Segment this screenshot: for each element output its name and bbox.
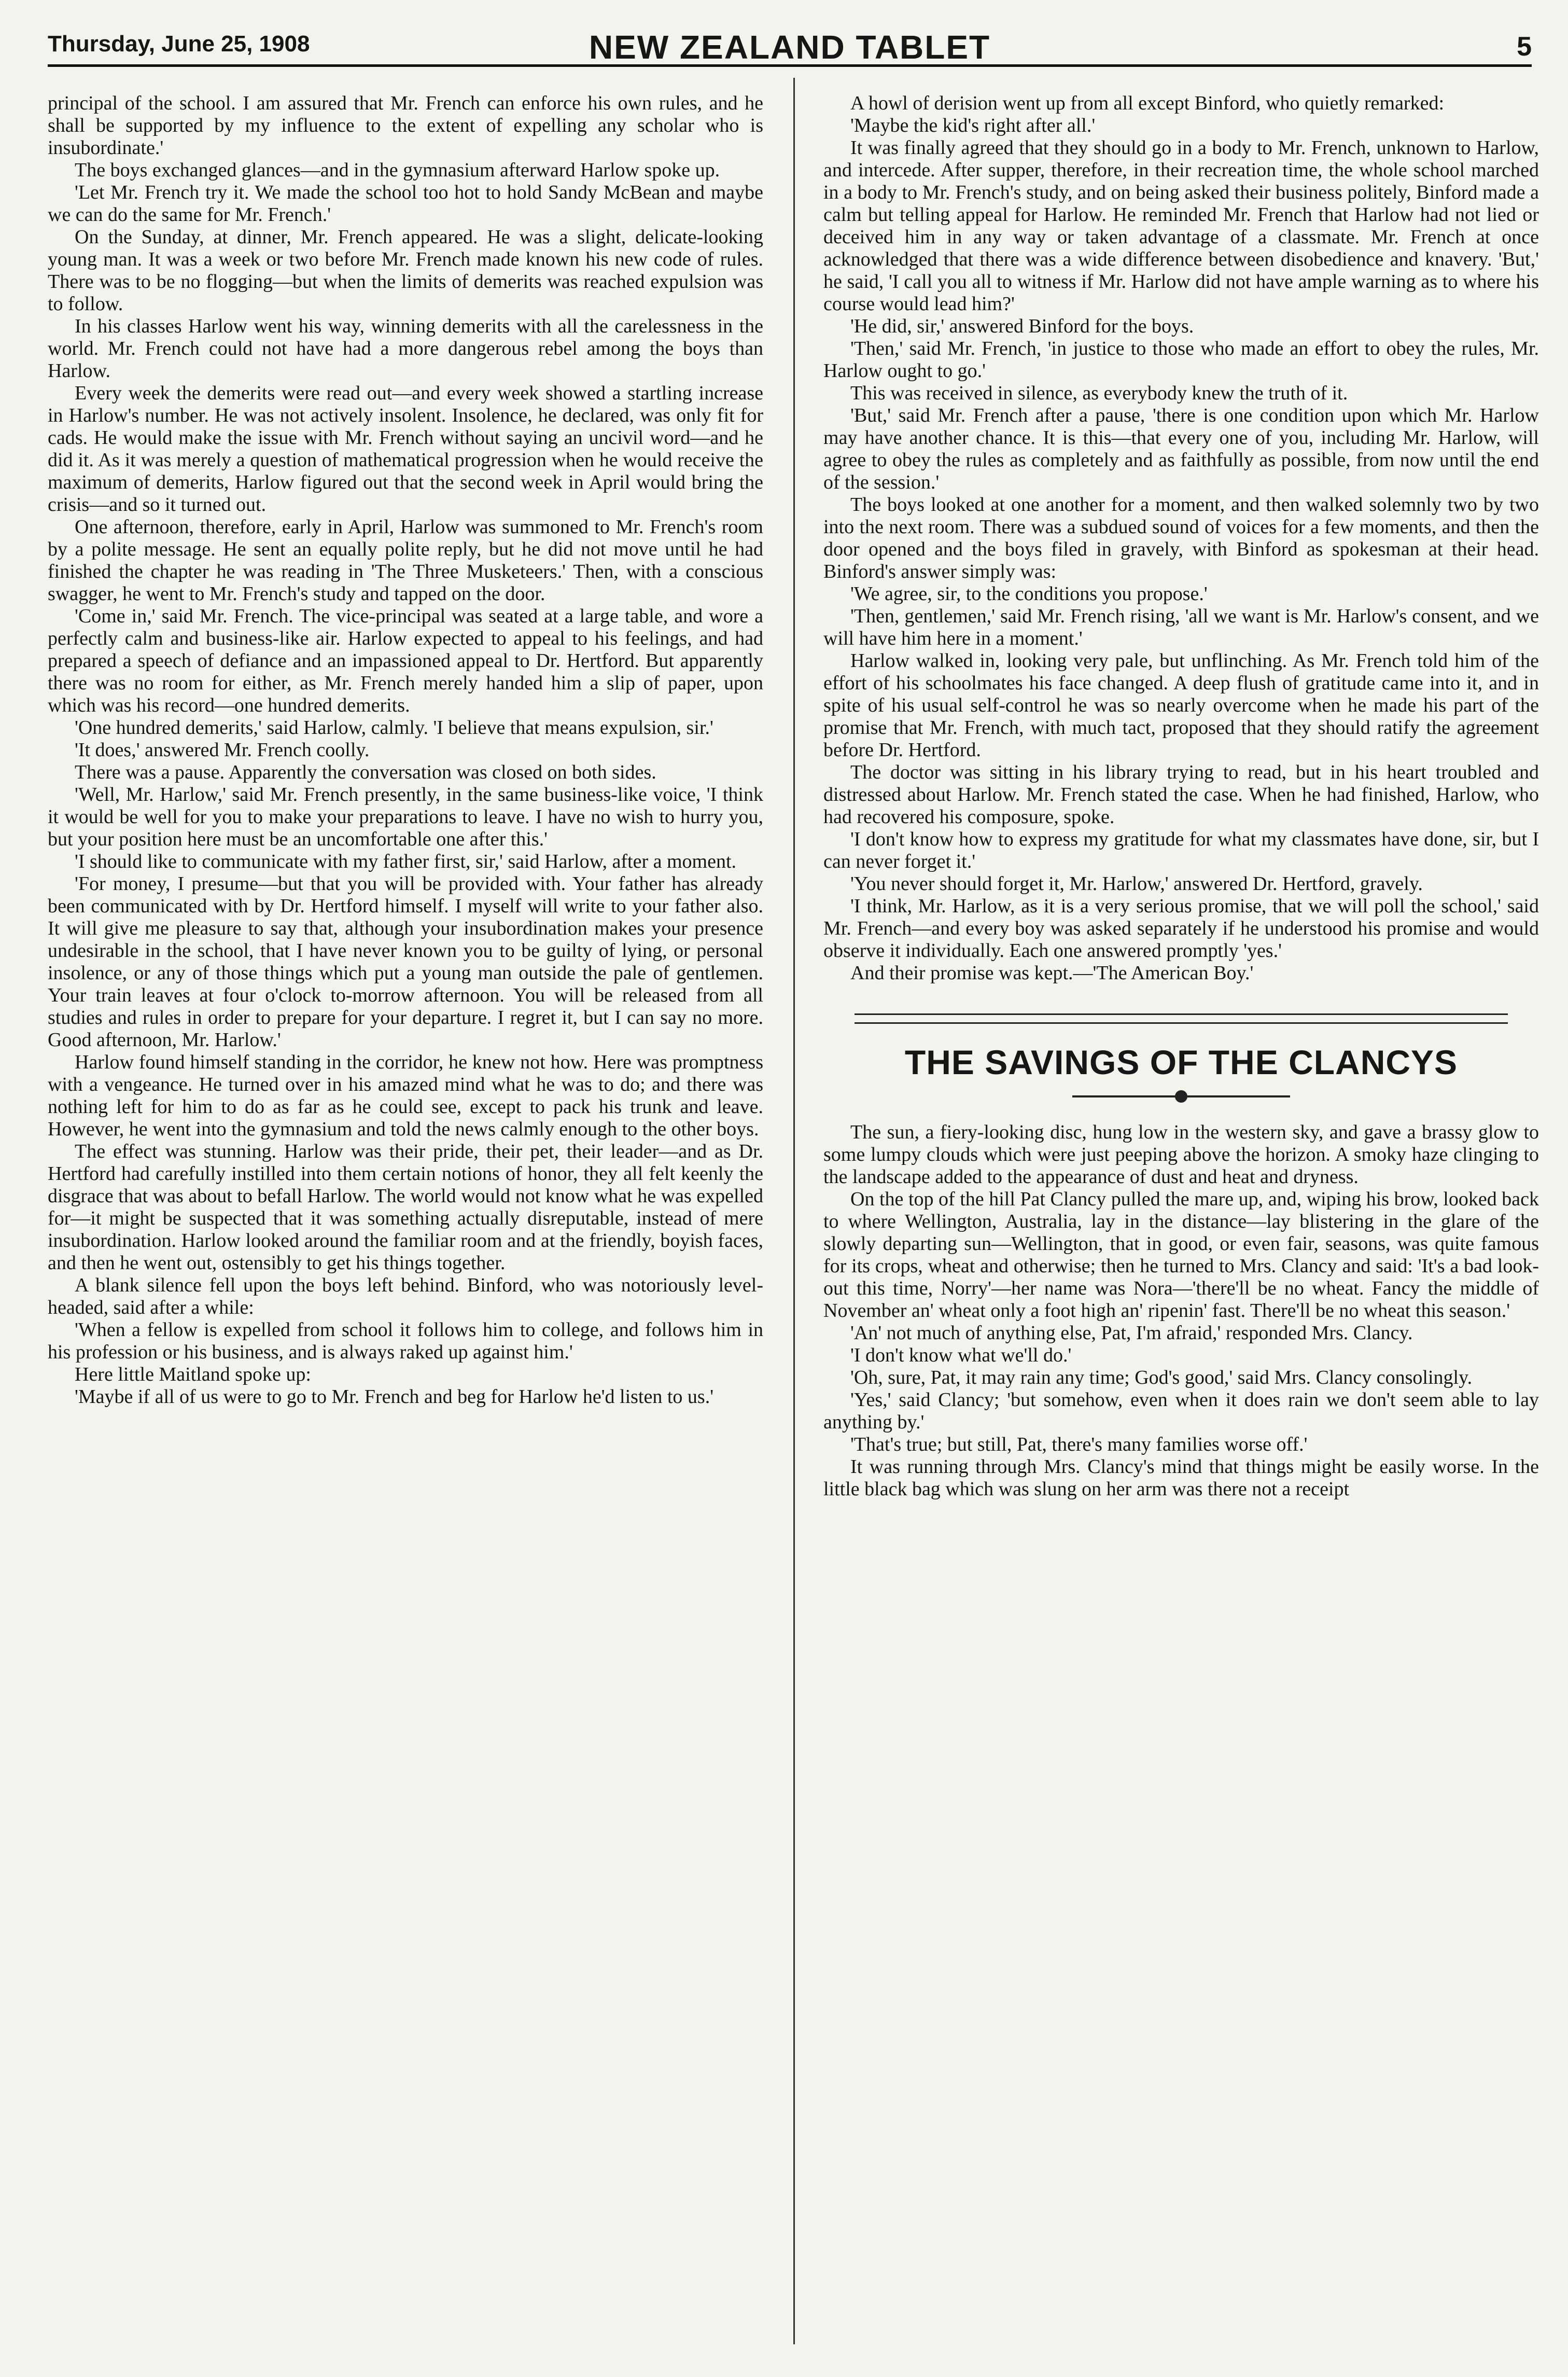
paragraph: 'For money, I presume—but that you will be provided with. Your father has already been communicated with by Dr. Hertford himself. I myself will write to your father also. It will give me pleasure to say that, although your insubordination makes your presence undesirable in the school, that I have never known you to be guilty of lying, or personal insolence, or any of those things which put a young man outside the pale of gentlemen. Your train leaves at four o'clock to-morrow afternoon. You will be released from all studies and rules in order to prepare for your departure. I regret it, but I can say no more. Good afternoon, Mr. Harlow.' xyxy=(48,873,763,1051)
paragraph: A howl of derision went up from all except Binford, who quietly remarked: xyxy=(850,92,1445,114)
paragraph: 'One hundred demerits,' said Harlow, calmly. 'I believe that means expulsion, sir.' xyxy=(75,717,713,739)
paragraph: 'I think, Mr. Harlow, as it is a very serious promise, that we will poll the school,' said Mr. French—and every boy was asked separately if he understood his promise and would observe it individually. Each one answered promptly 'yes.' xyxy=(823,895,1539,962)
column-divider xyxy=(793,78,795,2344)
paragraph: 'But,' said Mr. French after a pause, 'there is one condition upon which Mr. Harlow may have another chance. It is this—that every one of you, including Mr. Harlow, will agree to obey the rules as completely and as faithfully as possible, from now until the end of the session.' xyxy=(823,405,1539,493)
paragraph: Harlow found himself standing in the corridor, he knew not how. Here was promptness with a vengeance. He turned over in his amazed mind what he was to do; and there was nothing left for him to do as far as he could see, except to pack his trunk and leave. However, he went into the gymnasium and told the news calmly enough to the other boys. xyxy=(48,1051,763,1140)
paragraph: On the top of the hill Pat Clancy pulled the mare up, and, wiping his brow, looked back to where Wellington, Australia, lay in the distance—lay blistering in the glare of the slowly departing sun—Wellington, that in good, or even fair, seasons, was quite famous for its crops, wheat and otherwise; then he turned to Mrs. Clancy and said: 'It's a bad look-out this time, Norry'—her name was Nora—'there'll be no wheat. Fancy the middle of November an' wheat only a foot high an' ripenin' fast. There'll be no wheat this season.' xyxy=(823,1188,1539,1322)
paragraph: The boys looked at one another for a moment, and then walked solemnly two by two into the next room. There was a subdued sound of voices for a few moments, and then the door opened and the boys filed in gravely, with Binford as spokesman at their head. Binford's answer simply was: xyxy=(823,494,1539,582)
page-number: 5 xyxy=(1517,32,1532,62)
paragraph: It was finally agreed that they should go in a body to Mr. French, unknown to Harlow, and intercede. After supper, therefore, in their recreation time, the whole school marched in a body to Mr. French's study, and on being asked their business politely, Binford made a calm but telling appeal for Harlow. He reminded Mr. French that Harlow had not lied or deceived him in any way or taken advantage of a classmate. Mr. French at once acknowledged that there was a wide difference between disobedience and knavery. 'But,' he said, 'I call you all to witness if Mr. Harlow did not have ample warning as to where his course would lead him?' xyxy=(823,137,1539,315)
paragraph: 'Oh, sure, Pat, it may rain any time; God's good,' said Mrs. Clancy consolingly. xyxy=(850,1367,1473,1388)
issue-date: Thursday, June 25, 1908 xyxy=(48,31,310,57)
paragraph: And their promise was kept.—'The American Boy.' xyxy=(850,962,1254,984)
article-headline: THE SAVINGS OF THE CLANCYS xyxy=(904,1043,1458,1081)
paragraph: 'Then, gentlemen,' said Mr. French rising, 'all we want is Mr. Harlow's consent, and we will have him here in a moment.' xyxy=(823,605,1539,649)
headline-ornament xyxy=(1072,1086,1290,1107)
paragraph: There was a pause. Apparently the conversation was closed on both sides. xyxy=(75,761,656,783)
paragraph: 'Come in,' said Mr. French. The vice-principal was seated at a large table, and wore a perfectly calm and business-like air. Harlow expected to appeal to his feelings, and had prepared a speech of defiance and an impassioned appeal to Dr. Hertford. But apparently there was no room for either, as Mr. French merely handed him a slip of paper, upon which was his record—one hundred demerits. xyxy=(48,605,763,716)
paragraph: 'Then,' said Mr. French, 'in justice to those who made an effort to obey the rules, Mr. Harlow ought to go.' xyxy=(823,338,1539,382)
left-column xyxy=(48,92,763,2338)
paragraph: 'He did, sir,' answered Binford for the boys. xyxy=(850,315,1194,337)
paragraph: 'Yes,' said Clancy; 'but somehow, even when it does rain we don't seem able to lay anything by.' xyxy=(823,1389,1539,1433)
paragraph: 'We agree, sir, to the conditions you propose.' xyxy=(850,583,1208,605)
paragraph: The sun, a fiery-looking disc, hung low in the western sky, and gave a brassy glow to some lumpy clouds which were just peeping above the horizon. A smoky haze clinging to the landscape added to the appearance of dust and heat and dryness. xyxy=(823,1121,1539,1188)
paragraph: 'Let Mr. French try it. We made the school too hot to hold Sandy McBean and maybe we can do the same for Mr. French.' xyxy=(48,182,763,226)
paragraph: 'An' not much of anything else, Pat, I'm afraid,' responded Mrs. Clancy. xyxy=(850,1322,1413,1344)
paragraph: This was received in silence, as everybody knew the truth of it. xyxy=(850,382,1348,404)
ornament-dot-icon xyxy=(1175,1090,1187,1103)
paragraph: In his classes Harlow went his way, winning demerits with all the carelessness in the world. Mr. French could not have had a more dangerous rebel among the boys than Harlow. xyxy=(48,315,763,382)
paragraph: 'I don't know how to express my gratitude for what my classmates have done, sir, but I can never forget it.' xyxy=(823,828,1539,872)
right-column xyxy=(823,92,1539,2338)
masthead xyxy=(48,26,1532,67)
section-divider xyxy=(855,1013,1508,1024)
paragraph: 'I don't know what we'll do.' xyxy=(850,1344,1072,1366)
paragraph: 'You never should forget it, Mr. Harlow,' answered Dr. Hertford, gravely. xyxy=(850,873,1423,895)
paragraph: Harlow walked in, looking very pale, but unflinching. As Mr. French told him of the effort of his schoolmates his face changed. A deep flush of gratitude came into it, and in spite of his usual self-control he was so nearly overcome when he made his part of the promise that Mr. French, with much tact, proposed that they should ratify the agreement before Dr. Hertford. xyxy=(823,650,1539,761)
paragraph: Every week the demerits were read out—and every week showed a startling increase in Harlow's number. He was not actively insolent. Insolence, he declared, was only fit for cads. He would make the issue with Mr. French without saying an uncivil word—and he did it. As it was merely a question of mathematical progression when he would receive the maximum of demerits, Harlow figured out that the second week in April would bring the crisis—and so it turned out. xyxy=(48,382,763,516)
paragraph: One afternoon, therefore, early in April, Harlow was summoned to Mr. French's room by a polite message. He sent an equally polite reply, but he did not move until he had finished the chapter he was reading in 'The Three Musketeers.' Then, with a conscious swagger, he went to Mr. French's study and tapped on the door. xyxy=(48,516,763,605)
newspaper-title: NEW ZEALAND TABLET xyxy=(589,29,991,66)
paragraph: The boys exchanged glances—and in the gymnasium afterward Harlow spoke up. xyxy=(75,159,720,181)
paragraph: 'Maybe the kid's right after all.' xyxy=(850,115,1096,136)
paragraph: On the Sunday, at dinner, Mr. French appeared. He was a slight, delicate-looking young man. It was a week or two before Mr. French made known his new code of rules. There was to be no flogging—but when the limits of demerits was reached expulsion was to follow. xyxy=(48,226,763,315)
paragraph: The effect was stunning. Harlow was their pride, their pet, their leader—and as Dr. Hertford had carefully instilled into them certain notions of honor, they all felt keenly the disgrace that was about to befall Harlow. The world would not know what he was expelled for—it might be suspected that it was something actually disreputable, instead of mere insubordination. Harlow looked around the familiar room and at the friendly, boyish faces, and then he went out, ostensibly to get his things together. xyxy=(48,1141,763,1274)
paragraph: 'It does,' answered Mr. French coolly. xyxy=(75,739,370,761)
paragraph: 'Well, Mr. Harlow,' said Mr. French presently, in the same business-like voice, 'I think it would be well for you to make your preparations to leave. I have no wish to hurry you, but your position here must be an uncomfortable one after this.' xyxy=(48,784,763,850)
paragraph: 'Maybe if all of us were to go to Mr. French and beg for Harlow he'd listen to us.' xyxy=(75,1386,714,1408)
paragraph: It was running through Mrs. Clancy's mind that things might be easily worse. In the little black bag which was slung on her arm was there not a receipt xyxy=(823,1456,1539,1500)
paragraph: principal of the school. I am assured that Mr. French can enforce his own rules, and he shall be supported by my influence to the extent of expelling any scholar who is insubordinate.' xyxy=(48,92,763,159)
paragraph: 'When a fellow is expelled from school it follows him to college, and follows him in his profession or his business, and is always raked up against him.' xyxy=(48,1319,763,1363)
paragraph: Here little Maitland spoke up: xyxy=(75,1364,311,1385)
paragraph: 'That's true; but still, Pat, there's many families worse off.' xyxy=(850,1434,1308,1455)
paragraph: The doctor was sitting in his library trying to read, but in his heart troubled and distressed about Harlow. Mr. French stated the case. When he had finished, Harlow, who had recovered his composure, spoke. xyxy=(823,761,1539,828)
paragraph: A blank silence fell upon the boys left behind. Binford, who was notoriously level-headed, said after a while: xyxy=(48,1274,763,1318)
paragraph: 'I should like to communicate with my father first, sir,' said Harlow, after a moment. xyxy=(75,851,737,872)
